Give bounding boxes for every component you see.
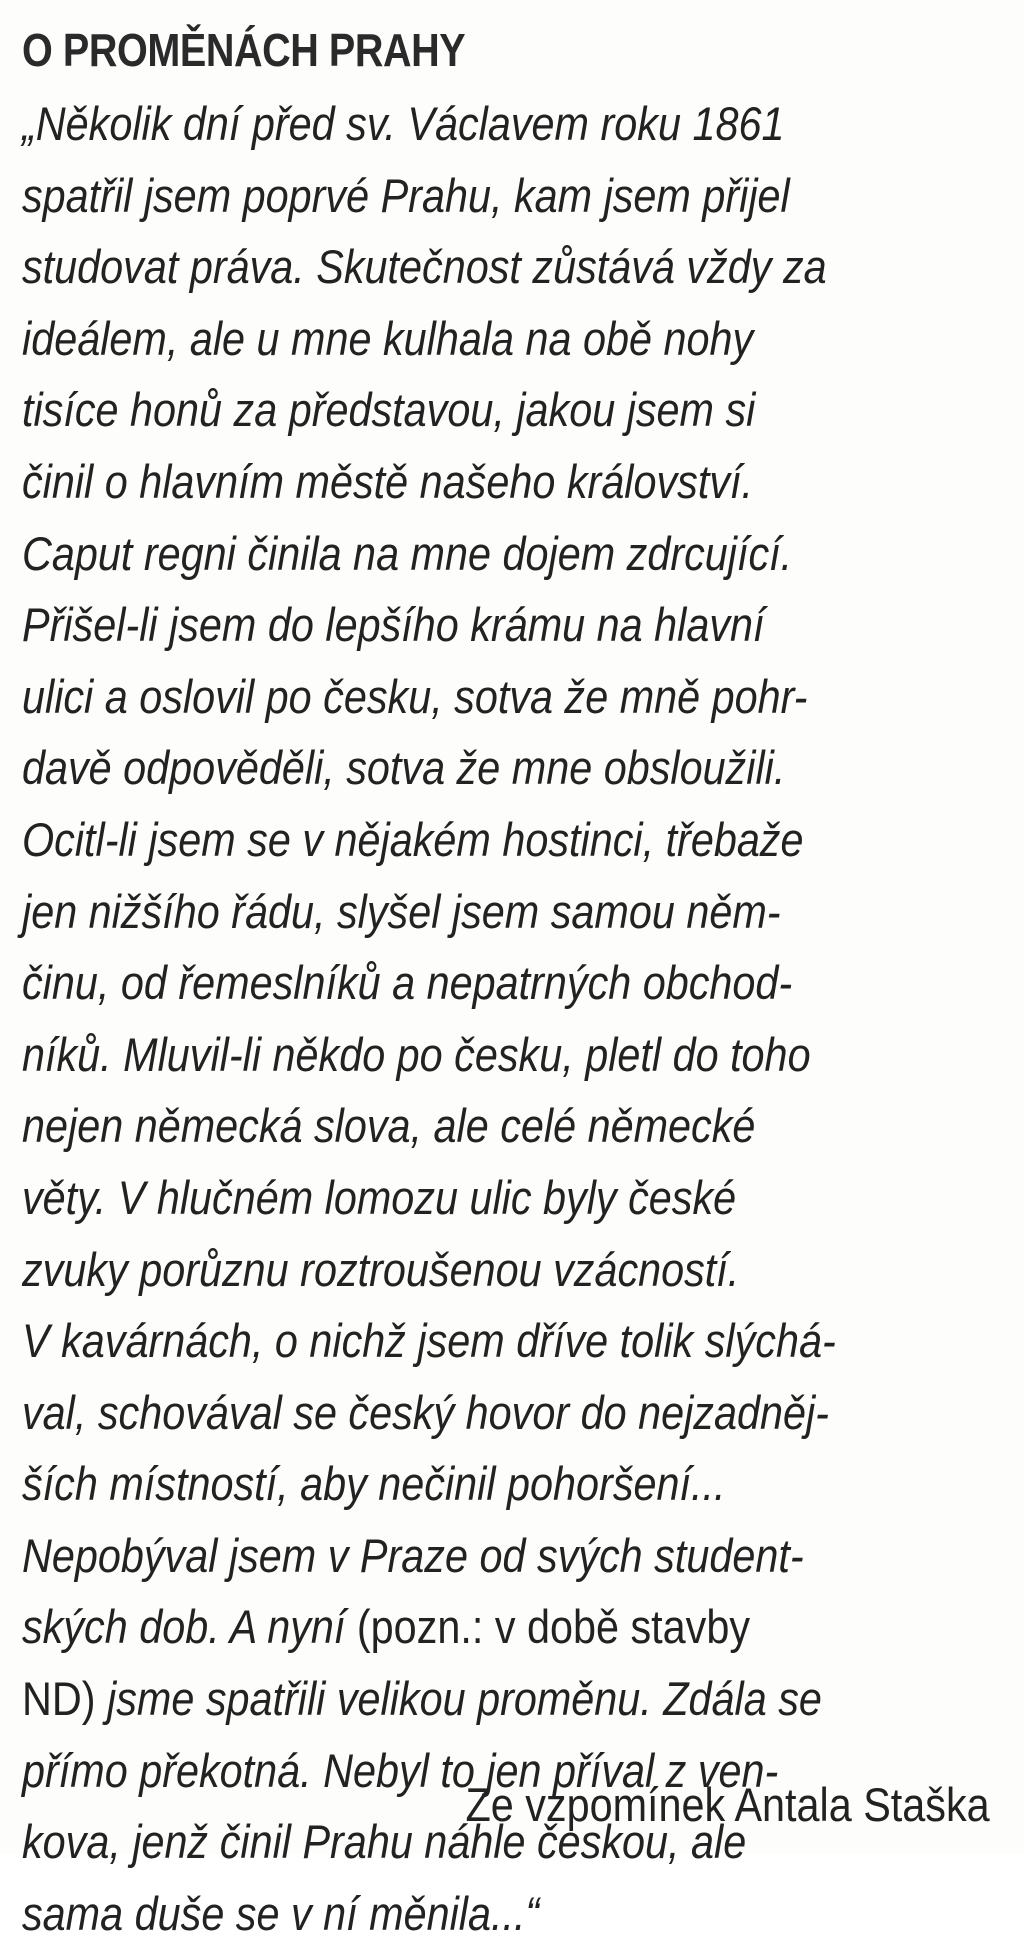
text-line: [22, 1663, 836, 1735]
text-line: jen nižšího řádu, slyšel jsem samou něm-: [22, 884, 781, 938]
text-line: Caput regni činila na mne dojem zdrcující.: [22, 526, 793, 580]
text-line: přímo překotná. Nebyl to jen příval z ven-: [22, 1743, 779, 1797]
article-title: O PROMĚNÁCH PRAHY: [22, 24, 466, 76]
text-line-italic-part: ských dob. A nyní: [22, 1600, 357, 1654]
text-line: Nepobýval jsem v Praze od svých student-: [22, 1528, 804, 1582]
text-line: ulici a oslovil po česku, sotva že mně pohr-: [22, 669, 808, 723]
text-line: nejen německá slova, ale celé německé: [22, 1099, 756, 1153]
text-line-upright-part: ND): [22, 1672, 96, 1726]
text-line: „Několik dní před sv. Václavem roku 1861: [22, 97, 785, 150]
text-line: V kavárnách, o nichž jsem dříve tolik slýchá-: [22, 1314, 836, 1368]
attribution: Ze vzpomínek Antala Staška: [465, 1778, 990, 1831]
text-line: činil o hlavním městě našeho království.: [22, 454, 754, 508]
text-line: sama duše se v ní měnila...“: [22, 1886, 540, 1940]
text-line-upright-part: (pozn.: v době stavby: [356, 1600, 751, 1654]
text-line: davě odpověděli, sotva že mne obsloužili.: [22, 741, 786, 795]
text-line-italic-part: jsme spatřili velikou proměnu. Zdála se: [95, 1672, 822, 1726]
text-line: val, schovával se český hovor do nejzadněj-: [22, 1385, 829, 1439]
text-line: kova, jenž činil Prahu náhle českou, ale: [22, 1815, 747, 1869]
text-line: Ocitl-li jsem se v nějakém hostinci, třebaže: [22, 812, 804, 866]
text-line: zvuky porůznu roztroušenou vzácností.: [22, 1242, 740, 1296]
text-line: níků. Mluvil-li někdo po česku, pletl do toho: [22, 1027, 811, 1081]
text-line: studovat práva. Skutečnost zůstává vždy za: [22, 240, 827, 294]
text-line: tisíce honů za představou, jakou jsem si: [22, 383, 756, 437]
text-line: Přišel-li jsem do lepšího krámu na hlavní: [22, 598, 765, 652]
text-line: ších místností, aby nečinil pohoršení...: [22, 1457, 726, 1511]
article-body: [22, 88, 947, 1949]
text-line: [22, 1591, 836, 1663]
text-line: činu, od řemeslníků a nepatrných obchod-: [22, 956, 793, 1010]
text-line: ideálem, ale u mne kulhala na obě nohy: [22, 311, 754, 365]
text-line: věty. V hlučném lomozu ulic byly české: [22, 1170, 737, 1224]
text-line: spatřil jsem poprvé Prahu, kam jsem přijel: [22, 168, 790, 222]
